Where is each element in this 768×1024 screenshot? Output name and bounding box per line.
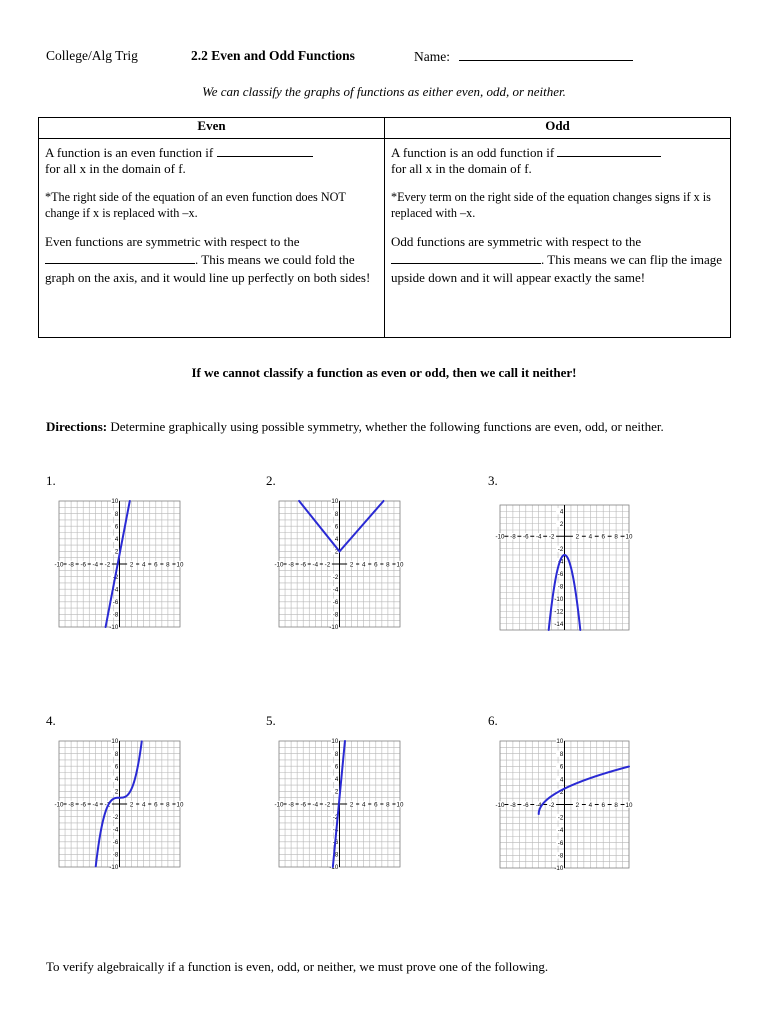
x-tick-label: 4 (361, 801, 366, 809)
x-tick-label: -2 (104, 801, 111, 809)
intro-text: We can classify the graphs of functions as either even, odd, or neither. (202, 84, 566, 99)
y-tick-label: -10 (109, 864, 119, 872)
y-tick-label: 8 (114, 510, 119, 518)
x-tick-label: 6 (154, 801, 158, 809)
name-line (414, 48, 633, 65)
directions-text: Determine graphically using possible symmetry, whether the following functions are even, odd, or neither. (107, 419, 664, 434)
problem-number-1: 1. (46, 473, 56, 488)
x-tick-label: 8 (386, 801, 390, 809)
x-tick-label: -6 (300, 801, 306, 809)
y-tick-label: 4 (114, 536, 119, 543)
y-tick-label: -2 (557, 814, 564, 822)
y-tick-label: -10 (329, 624, 339, 632)
x-tick-label: -10 (495, 533, 505, 541)
graph-2 (274, 498, 404, 632)
odd-def-text: A function is an odd function if (391, 145, 555, 160)
x-tick-label: 6 (601, 801, 605, 809)
odd-note: *Every term on the right side of the equation changes signs if x is replaced with –x. (391, 190, 711, 220)
x-tick-label: -4 (92, 561, 99, 569)
y-tick-label: -10 (554, 595, 564, 603)
x-tick-label: -8 (288, 561, 294, 569)
odd-heading: Odd (385, 118, 731, 139)
problem-number-3: 3. (488, 473, 498, 488)
x-tick-label: 10 (396, 801, 404, 809)
y-tick-label: -8 (112, 611, 119, 619)
x-tick-label: 2 (349, 561, 354, 569)
x-tick-label: -10 (54, 801, 64, 809)
odd-def-blank[interactable] (557, 146, 661, 157)
x-tick-label: -4 (535, 533, 542, 541)
y-tick-label: 4 (559, 776, 564, 784)
even-odd-table (38, 117, 731, 338)
x-tick-label: -10 (274, 801, 284, 809)
course-label: College/Alg Trig (46, 48, 138, 63)
y-tick-label: 6 (334, 523, 339, 531)
y-tick-label: 6 (114, 763, 119, 771)
even-def-blank[interactable] (217, 146, 313, 157)
y-tick-label: 4 (334, 776, 339, 783)
x-tick-label: -2 (104, 561, 111, 569)
odd-symmetry-blank[interactable] (391, 253, 541, 264)
even-symmetry (45, 233, 376, 287)
y-tick-label: 4 (559, 508, 564, 516)
graph-1 (54, 498, 184, 632)
y-tick-label: 2 (334, 788, 339, 796)
x-tick-label: 4 (141, 801, 146, 809)
even-symmetry-text: Even functions are symmetric with respect to the (45, 234, 300, 249)
x-tick-label: -8 (510, 533, 516, 541)
x-tick-label: 4 (141, 561, 146, 569)
x-tick-label: -2 (548, 801, 555, 809)
y-tick-label: 8 (559, 750, 564, 758)
graph-3 (495, 505, 633, 630)
x-tick-label: -4 (535, 801, 542, 809)
y-tick-label: -2 (557, 545, 564, 553)
y-tick-label: -6 (112, 839, 119, 846)
x-tick-label: 2 (575, 801, 580, 809)
x-tick-label: 2 (349, 801, 354, 809)
worksheet-title: 2.2 Even and Odd Functions (191, 48, 355, 63)
x-tick-label: -10 (54, 561, 64, 569)
y-tick-label: -2 (112, 813, 119, 821)
x-tick-label: -8 (68, 801, 74, 809)
y-tick-label: 6 (334, 763, 339, 771)
y-tick-label: -2 (112, 573, 119, 581)
odd-cell (385, 139, 731, 338)
odd-symmetry (391, 233, 722, 287)
y-tick-label: 2 (114, 548, 119, 556)
directions-label: Directions: (46, 419, 108, 434)
odd-definition (391, 145, 722, 177)
y-tick-label: -10 (329, 864, 339, 872)
x-tick-label: -6 (523, 533, 529, 541)
name-label: Name: (414, 49, 450, 64)
y-tick-label: -6 (557, 570, 564, 578)
odd-symmetry-text: Odd functions are symmetric with respect to the (391, 234, 642, 249)
x-tick-label: -10 (495, 801, 505, 809)
x-tick-label: -6 (80, 801, 86, 809)
even-note: *The right side of the equation of an even function does NOT change if x is replaced with –x. (45, 190, 346, 220)
y-tick-label: -4 (332, 826, 339, 834)
x-tick-label: 10 (625, 533, 633, 541)
x-tick-label: 6 (154, 561, 158, 569)
x-tick-label: 8 (614, 533, 618, 541)
neither-note: If we cannot classify a function as even or odd, then we call it neither! (191, 365, 577, 380)
x-tick-label: 6 (374, 801, 378, 809)
y-tick-label: -8 (557, 583, 564, 591)
y-tick-label: 8 (334, 510, 339, 518)
x-tick-label: 4 (588, 533, 593, 541)
problem-number-6: 6. (488, 713, 498, 728)
odd-def-domain: for all x in the domain of f. (391, 161, 532, 176)
x-tick-label: -4 (312, 561, 319, 569)
y-tick-label: -14 (554, 620, 564, 628)
y-tick-label: -8 (332, 851, 339, 859)
x-tick-label: -6 (300, 561, 306, 569)
x-tick-label: -10 (274, 561, 284, 569)
even-symmetry-explain: . This means we could fold the graph on the axis, and it would line up perfectly on both sides! (45, 252, 371, 285)
problem-number-4: 4. (46, 713, 56, 728)
y-tick-label: 10 (556, 738, 564, 746)
x-tick-label: -4 (92, 801, 99, 809)
y-tick-label: -4 (557, 558, 564, 566)
even-def-domain: for all x in the domain of f. (45, 161, 186, 176)
x-tick-label: 4 (361, 561, 366, 569)
even-definition (45, 145, 376, 177)
y-tick-label: -6 (332, 839, 339, 846)
y-tick-label: -8 (332, 611, 339, 619)
y-tick-label: -8 (557, 852, 564, 860)
x-tick-label: -8 (510, 801, 516, 809)
y-tick-label: 2 (559, 520, 564, 528)
even-def-text: A function is an even function if (45, 145, 214, 160)
x-tick-label: 2 (575, 533, 580, 541)
x-tick-label: 8 (166, 801, 170, 809)
y-tick-label: -4 (112, 826, 119, 834)
y-tick-label: -2 (332, 573, 339, 581)
y-tick-label: 10 (331, 738, 339, 746)
x-tick-label: 10 (625, 801, 633, 809)
graph-4 (54, 738, 184, 872)
y-tick-label: 2 (334, 548, 339, 556)
x-tick-label: 10 (396, 561, 404, 569)
y-tick-label: 6 (559, 763, 564, 771)
x-tick-label: 8 (166, 561, 170, 569)
x-tick-label: 8 (614, 801, 618, 809)
x-tick-label: -4 (312, 801, 319, 809)
y-tick-label: 8 (114, 750, 119, 758)
y-tick-label: -4 (557, 827, 564, 835)
x-tick-label: -6 (80, 561, 86, 569)
x-tick-label: -8 (288, 801, 294, 809)
x-tick-label: -2 (324, 561, 331, 569)
y-tick-label: 10 (111, 498, 119, 506)
y-tick-label: -4 (112, 586, 119, 594)
x-tick-label: 6 (601, 533, 605, 541)
even-cell (39, 139, 385, 338)
y-tick-label: -2 (332, 813, 339, 821)
y-tick-label: -6 (332, 599, 339, 606)
x-tick-label: 4 (588, 801, 593, 809)
problem-number-2: 2. (266, 473, 276, 488)
y-tick-label: 6 (114, 523, 119, 531)
footer-text: To verify algebraically if a function is even, odd, or neither, we must prove one of the following. (46, 959, 549, 974)
y-tick-label: 2 (114, 788, 119, 796)
y-tick-label: 2 (559, 789, 564, 796)
x-tick-label: 2 (129, 561, 134, 569)
y-tick-label: -6 (557, 839, 564, 847)
x-tick-label: 10 (176, 561, 184, 569)
x-tick-label: -6 (523, 801, 529, 809)
y-tick-label: -10 (554, 865, 564, 873)
x-tick-label: 10 (176, 801, 184, 809)
graph-6 (495, 738, 633, 873)
even-heading: Even (39, 118, 385, 139)
y-tick-label: -8 (112, 851, 119, 859)
y-tick-label: 8 (334, 750, 339, 758)
name-blank[interactable] (459, 48, 633, 61)
y-tick-label: -6 (112, 599, 119, 606)
y-tick-label: 10 (331, 498, 339, 506)
graph-5 (274, 738, 404, 872)
directions (46, 418, 726, 436)
y-tick-label: 4 (334, 536, 339, 543)
y-tick-label: 4 (114, 776, 119, 783)
y-tick-label: -10 (109, 624, 119, 632)
odd-symmetry-explain: . This means we can flip the image upside down and it will appear exactly the same! (391, 252, 722, 285)
x-tick-label: 6 (374, 561, 378, 569)
y-tick-label: -12 (554, 608, 564, 616)
y-tick-label: -4 (332, 586, 339, 594)
x-tick-label: -8 (68, 561, 74, 569)
problem-number-5: 5. (266, 713, 276, 728)
x-tick-label: -2 (324, 801, 331, 809)
x-tick-label: 2 (129, 801, 134, 809)
y-tick-label: 10 (111, 738, 119, 746)
even-symmetry-blank[interactable] (45, 253, 195, 264)
x-tick-label: 8 (386, 561, 390, 569)
x-tick-label: -2 (548, 533, 555, 541)
